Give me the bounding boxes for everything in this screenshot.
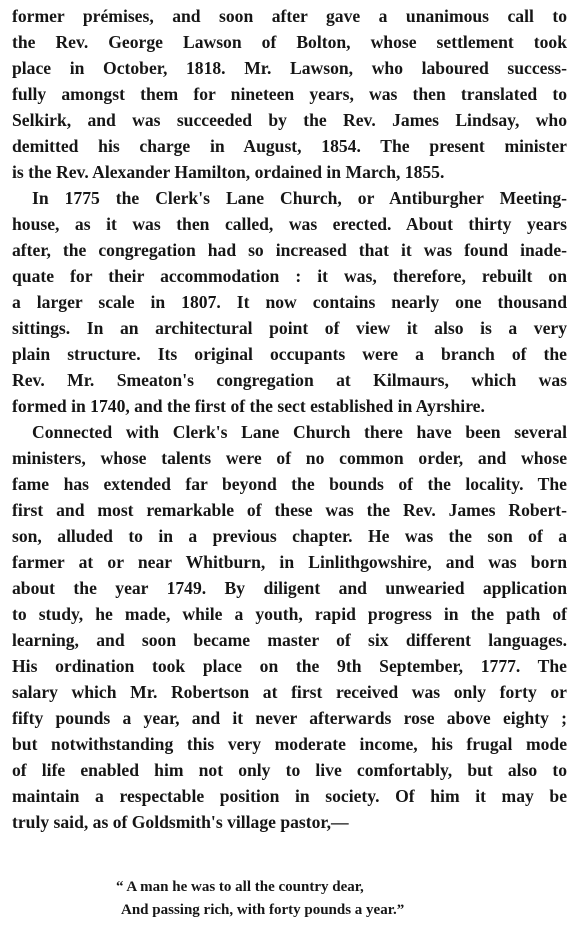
text-line: is the Rev. Alexander Hamilton, ordained in March, 1855. [12, 162, 445, 182]
quote-line: And passing rich, with forty pounds a year.” [121, 902, 405, 918]
text-line: In 1775 the Clerk's Lane Church, or Antiburgher Meeting- [32, 188, 567, 208]
text-line: fame has extended far beyond the bounds of the locality. The [12, 474, 567, 494]
text-line: to study, he made, while a youth, rapid progress in the path of [12, 604, 567, 624]
text-line: son, alluded to in a previous chapter. He was the son of a [12, 526, 567, 546]
text-line: a larger scale in 1807. It now contains nearly one thousand [12, 292, 567, 312]
text-line: of life enabled him not only to live comfortably, but also to [12, 760, 567, 780]
text-line: farmer at or near Whitburn, in Linlithgowshire, and was born [12, 552, 567, 572]
text-line: quate for their accommodation : it was, therefore, rebuilt on [12, 266, 567, 286]
text-line: ministers, whose talents were of no common order, and whose [12, 448, 567, 468]
text-line: about the year 1749. By diligent and unwearied application [12, 578, 567, 598]
text-line: maintain a respectable position in society. Of him it may be [12, 786, 567, 806]
page-text [12, 3, 567, 835]
text-line: Selkirk, and was succeeded by the Rev. James Lindsay, who [12, 110, 567, 130]
text-line: formed in 1740, and the first of the sect established in Ayrshire. [12, 396, 485, 416]
text-line: house, as it was then called, was erected. About thirty years [12, 214, 567, 234]
text-line: Connected with Clerk's Lane Church there have been several [32, 422, 567, 442]
text-line: the Rev. George Lawson of Bolton, whose settlement took [12, 32, 567, 52]
text-line: but notwithstanding this very moderate income, his frugal mode [12, 734, 567, 754]
text-line: demitted his charge in August, 1854. The present minister [12, 136, 567, 156]
quote-line: “ A man he was to all the country dear, [116, 879, 364, 895]
paragraph-2 [12, 185, 567, 419]
text-line: Rev. Mr. Smeaton's congregation at Kilmaurs, which was [12, 370, 567, 390]
text-line: salary which Mr. Robertson at first received was only forty or [12, 682, 567, 702]
text-line: plain structure. Its original occupants were a branch of the [12, 344, 567, 364]
text-line: after, the congregation had so increased that it was found inade- [12, 240, 567, 260]
text-line: fully amongst them for nineteen years, was then translated to [12, 84, 567, 104]
text-line: sittings. In an architectural point of view it also is a very [12, 318, 567, 338]
text-line: first and most remarkable of these was the Rev. James Robert- [12, 500, 567, 520]
paragraph-1 [12, 3, 567, 185]
text-line: His ordination took place on the 9th September, 1777. The [12, 656, 567, 676]
text-line: former prémises, and soon after gave a unanimous call to [12, 6, 567, 26]
verse-quotation [116, 876, 536, 922]
text-line: fifty pounds a year, and it never afterwards rose above eighty ; [12, 708, 567, 728]
text-line: place in October, 1818. Mr. Lawson, who laboured success- [12, 58, 567, 78]
paragraph-3 [12, 419, 567, 835]
text-line: truly said, as of Goldsmith's village pastor,— [12, 812, 349, 832]
text-line: learning, and soon became master of six different languages. [12, 630, 567, 650]
